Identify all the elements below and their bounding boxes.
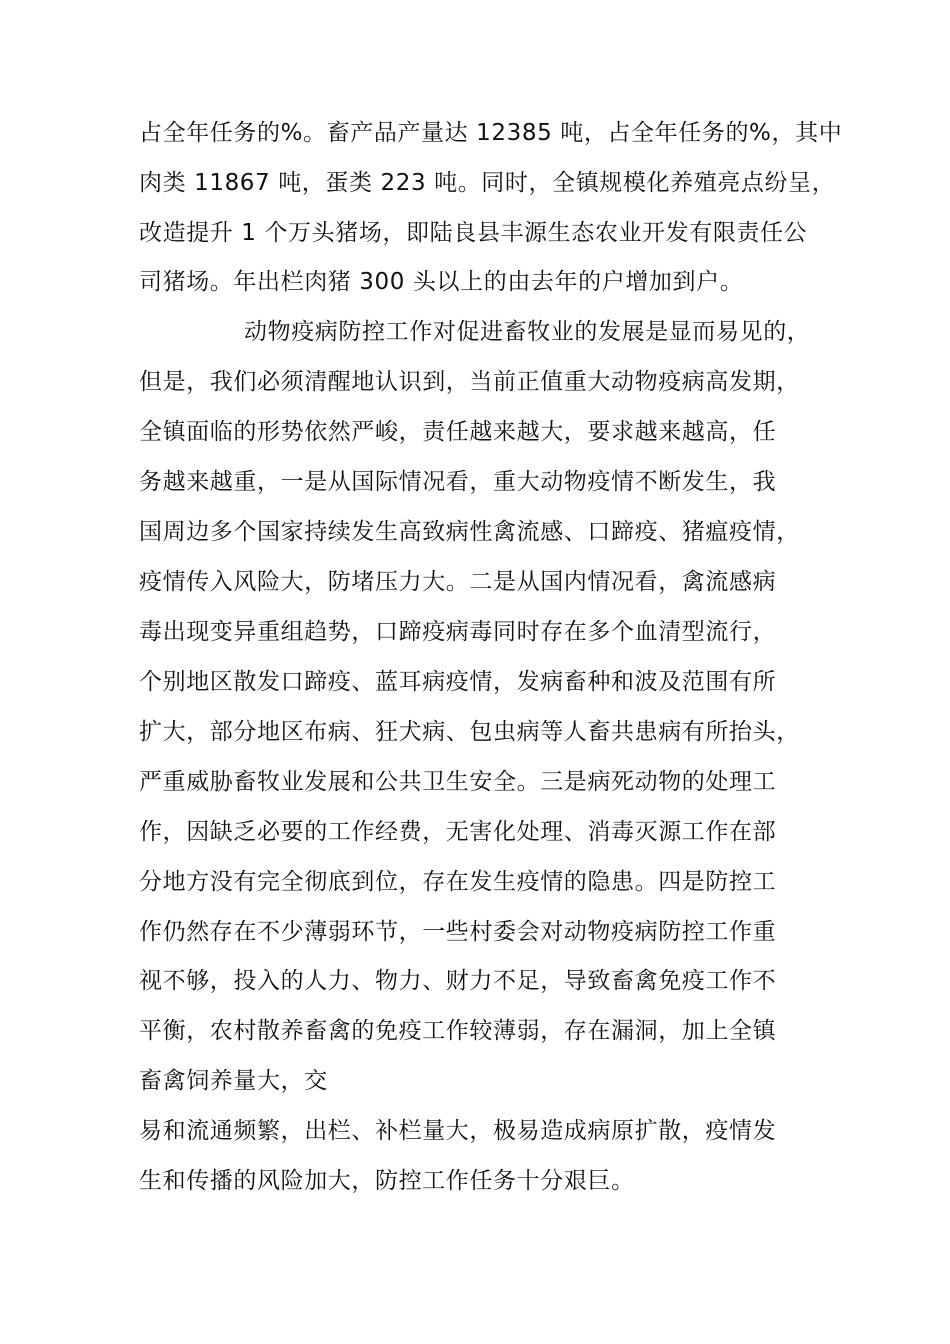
text-line: 易和流通频繁，出栏、补栏量大，极易造成病原扩散，疫情发 bbox=[139, 1118, 777, 1144]
text-line: 平衡，农村散养畜禽的免疫工作较薄弱，存在漏洞，加上全镇 bbox=[139, 1018, 777, 1044]
text-line: 扩大，部分地区布病、狂犬病、包虫病等人畜共患病有所抬头， bbox=[139, 719, 800, 745]
text-line: 毒出现变异重组趋势，口蹄疫病毒同时存在多个血清型流行， bbox=[139, 619, 777, 645]
text-line: 全镇面临的形势依然严峻，责任越来越大，要求越来越高，任 bbox=[139, 419, 777, 445]
text-line: 个别地区散发口蹄疫、蓝耳病疫情，发病畜种和波及范围有所 bbox=[139, 669, 777, 695]
text-line: 作仍然存在不少薄弱环节，一些村委会对动物疫病防控工作重 bbox=[139, 919, 777, 945]
text-line: 司猪场。年出栏肉猪 300 头以上的由去年的户增加到户。 bbox=[139, 269, 744, 295]
text-line: 严重威胁畜牧业发展和公共卫生安全。三是病死动物的处理工 bbox=[139, 769, 777, 795]
text-line: 国周边多个国家持续发生高致病性禽流感、口蹄疫、猪瘟疫情， bbox=[139, 519, 800, 545]
text-line: 务越来越重，一是从国际情况看，重大动物疫情不断发生，我 bbox=[139, 469, 777, 495]
text-line: 畜禽饲养量大，交 bbox=[139, 1068, 328, 1094]
text-line: 肉类 11867 吨，蛋类 223 吨。同时，全镇规模化养殖亮点纷呈， bbox=[139, 170, 836, 196]
text-line: 分地方没有完全彻底到位，存在发生疫情的隐患。四是防控工 bbox=[139, 869, 777, 895]
text-line: 生和传播的风险加大，防控工作任务十分艰巨。 bbox=[139, 1168, 635, 1194]
paragraph-first-line: 动物疫病防控工作对促进畜牧业的发展是显而易见的， bbox=[244, 319, 811, 345]
text-line: 改造提升 1 个万头猪场，即陆良县丰源生态农业开发有限责任公 bbox=[139, 220, 808, 246]
text-line: 视不够，投入的人力、物力、财力不足，导致畜禽免疫工作不 bbox=[139, 968, 777, 994]
text-line: 疫情传入风险大，防堵压力大。二是从国内情况看，禽流感病 bbox=[139, 569, 777, 595]
text-line: 作，因缺乏必要的工作经费，无害化处理、消毒灭源工作在部 bbox=[139, 819, 777, 845]
text-line: 但是，我们必须清醒地认识到，当前正值重大动物疫病高发期， bbox=[139, 369, 800, 395]
text-line: 占全年任务的%。畜产品产量达 12385 吨，占全年任务的%，其中 bbox=[139, 120, 843, 146]
